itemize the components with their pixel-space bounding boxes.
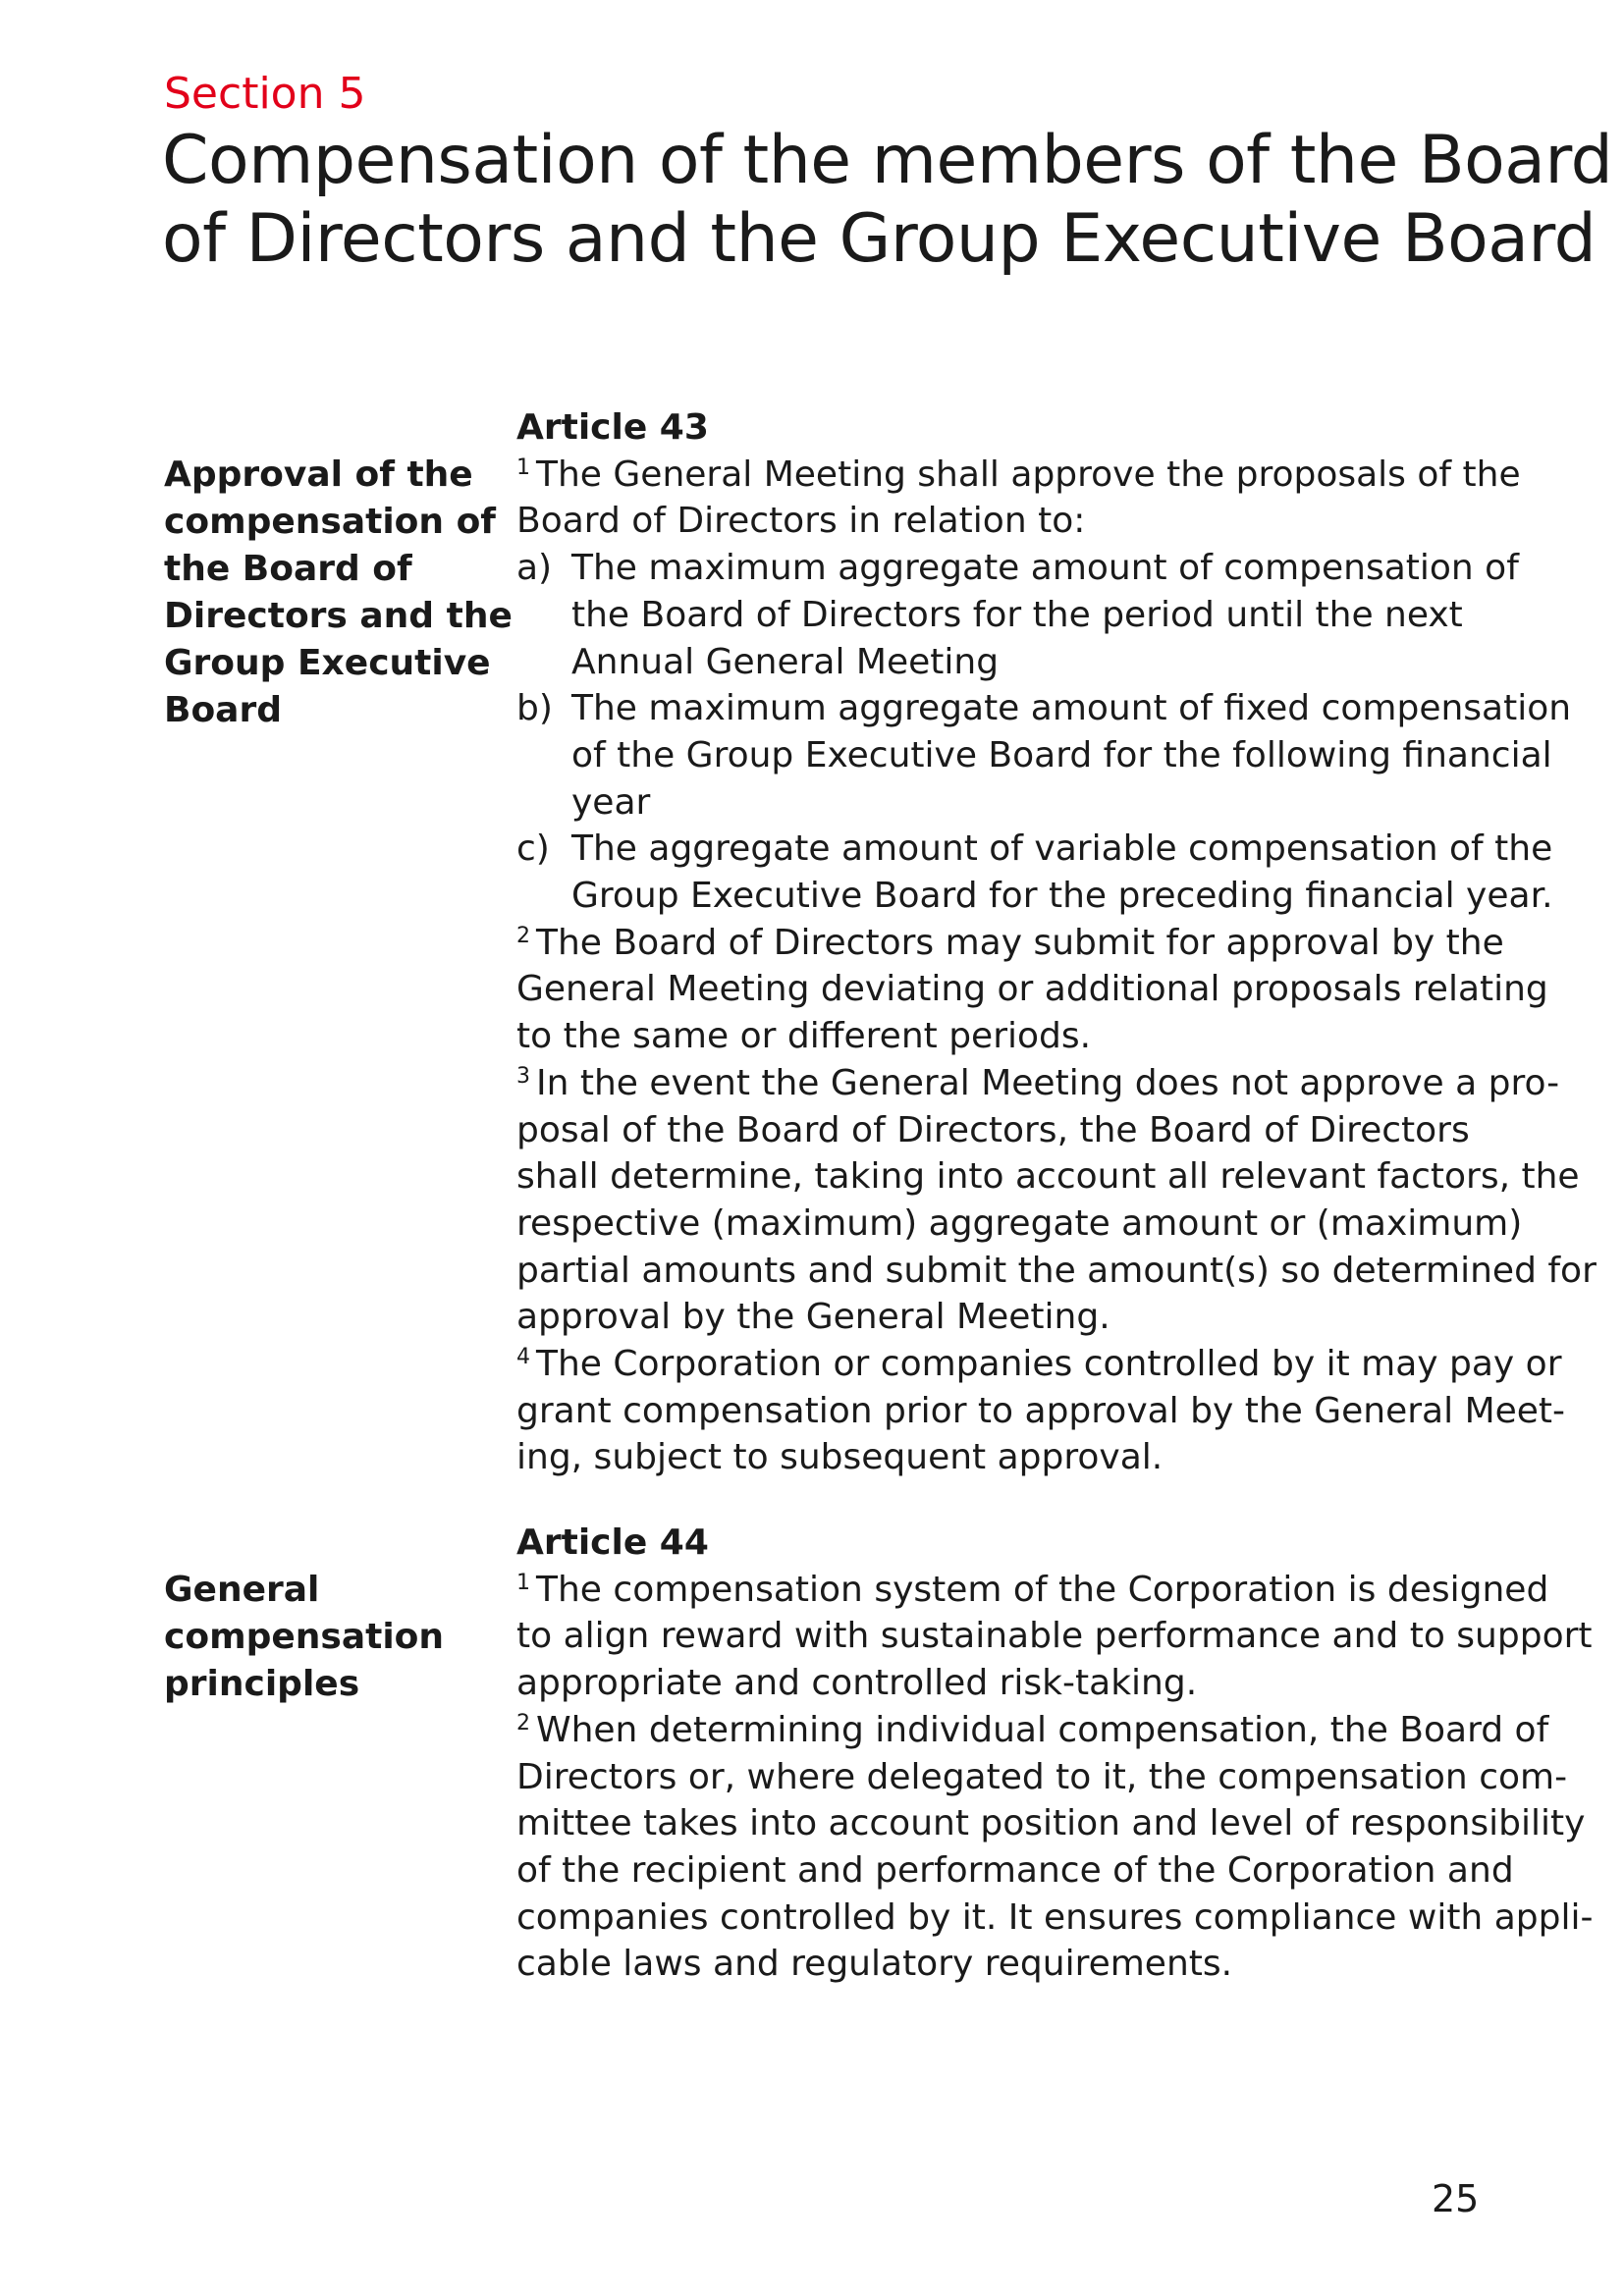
list-marker: c)	[516, 828, 550, 870]
paragraph-line: Directors or, where delegated to it, the compensation com-	[516, 1756, 1568, 1797]
article-44-body	[516, 1520, 1594, 1988]
side-heading-line: Directors and the	[164, 596, 513, 636]
list-line: Group Executive Board for the preceding financial year.	[571, 876, 1553, 917]
paragraph-number: 2	[516, 923, 530, 948]
paragraph-number: 1	[516, 454, 530, 480]
article-44-paragraph-2	[516, 1707, 1594, 1988]
article-43-paragraph-2	[516, 920, 1548, 1060]
list-line: b) The maximum aggregate amount of fixed compensation	[516, 685, 1489, 732]
side-heading-line: Board	[164, 690, 282, 730]
paragraph-line: $^4$ The Corporation or companies controlled by it may pay or	[516, 1344, 1562, 1385]
article-43-item-c	[516, 826, 1553, 919]
paragraph-line: ing, subject to subsequent approval.	[516, 1437, 1164, 1478]
paragraph-line: mittee takes into account position and level of responsibility	[516, 1803, 1586, 1844]
list-line: of the Group Executive Board for the following financial	[571, 734, 1552, 775]
paragraph-line: Board of Directors in relation to:	[516, 501, 1086, 542]
article-43-side-heading	[164, 452, 513, 734]
list-line: Annual General Meeting	[571, 641, 1000, 682]
list-line: the Board of Directors for the period until the next	[571, 594, 1463, 635]
page-number: 25	[1432, 2177, 1480, 2220]
article-43-item-a	[516, 545, 1519, 685]
section-label: Section 5	[164, 69, 366, 119]
page-title-line: of Directors and the Group Executive Board	[162, 200, 1597, 278]
paragraph-number: 1	[516, 1570, 530, 1595]
paragraph-line: $^1$ The General Meeting shall approve the proposals of the	[516, 454, 1521, 495]
article-43-paragraph-3	[516, 1060, 1597, 1341]
paragraph-line: $^3$ In the event the General Meeting does not approve a pro-	[516, 1062, 1560, 1103]
paragraph-line: $^2$ The Board of Directors may submit for approval by the	[516, 922, 1504, 963]
side-heading-line: principles	[164, 1664, 360, 1704]
side-heading-line: Approval of the	[164, 454, 473, 495]
article-44-paragraph-1	[516, 1567, 1593, 1707]
list-line: c) The aggregate amount of variable compensation of the	[516, 826, 1489, 873]
paragraph-line: $^1$ The compensation system of the Corporation is designed	[516, 1569, 1549, 1610]
article-43-paragraph-1	[516, 452, 1521, 545]
article-43-body	[516, 404, 1597, 1481]
paragraph-line: companies controlled by it. It ensures compliance with appli-	[516, 1896, 1594, 1938]
paragraph-line: partial amounts and submit the amount(s) so determined for	[516, 1250, 1597, 1291]
paragraph-line: General Meeting deviating or additional proposals relating	[516, 969, 1548, 1010]
side-heading-line: compensation of	[164, 502, 496, 542]
side-heading-line: the Board of	[164, 549, 412, 589]
side-heading-line: Group Executive	[164, 643, 491, 683]
article-44-title: Article 44	[516, 1522, 709, 1563]
paragraph-line: to the same or different periods.	[516, 1016, 1092, 1057]
page-title	[162, 122, 1613, 279]
paragraph-line: to align reward with sustainable performance and to support	[516, 1616, 1593, 1657]
paragraph-number: 2	[516, 1710, 530, 1735]
list-marker: a)	[516, 548, 553, 589]
paragraph-line: cable laws and regulatory requirements.	[516, 1944, 1233, 1985]
paragraph-line: posal of the Board of Directors, the Board of Directors	[516, 1109, 1470, 1150]
side-heading-line: compensation	[164, 1617, 445, 1657]
list-line: a) The maximum aggregate amount of compensation of	[516, 545, 1489, 592]
list-marker: b)	[516, 688, 553, 729]
article-43-item-b	[516, 685, 1572, 826]
paragraph-line: $^2$ When determining individual compensation, the Board of	[516, 1709, 1549, 1750]
page-title-line: Compensation of the members of the Board	[162, 122, 1613, 199]
paragraph-line: respective (maximum) aggregate amount or (maximum)	[516, 1202, 1523, 1244]
paragraph-line: appropriate and controlled risk-taking.	[516, 1663, 1198, 1704]
article-44-side-heading	[164, 1567, 478, 1708]
paragraph-line: shall determine, taking into account all relevant factors, the	[516, 1156, 1580, 1198]
article-43-paragraph-4	[516, 1341, 1566, 1481]
paragraph-line: of the recipient and performance of the Corporation and	[516, 1849, 1514, 1891]
paragraph-line: approval by the General Meeting.	[516, 1297, 1110, 1338]
list-line: year	[571, 781, 651, 823]
article-43-title: Article 43	[516, 407, 709, 448]
side-heading-line: General	[164, 1570, 320, 1610]
paragraph-number: 4	[516, 1345, 530, 1370]
paragraph-line: grant compensation prior to approval by the General Meet-	[516, 1390, 1566, 1431]
paragraph-number: 3	[516, 1063, 530, 1089]
